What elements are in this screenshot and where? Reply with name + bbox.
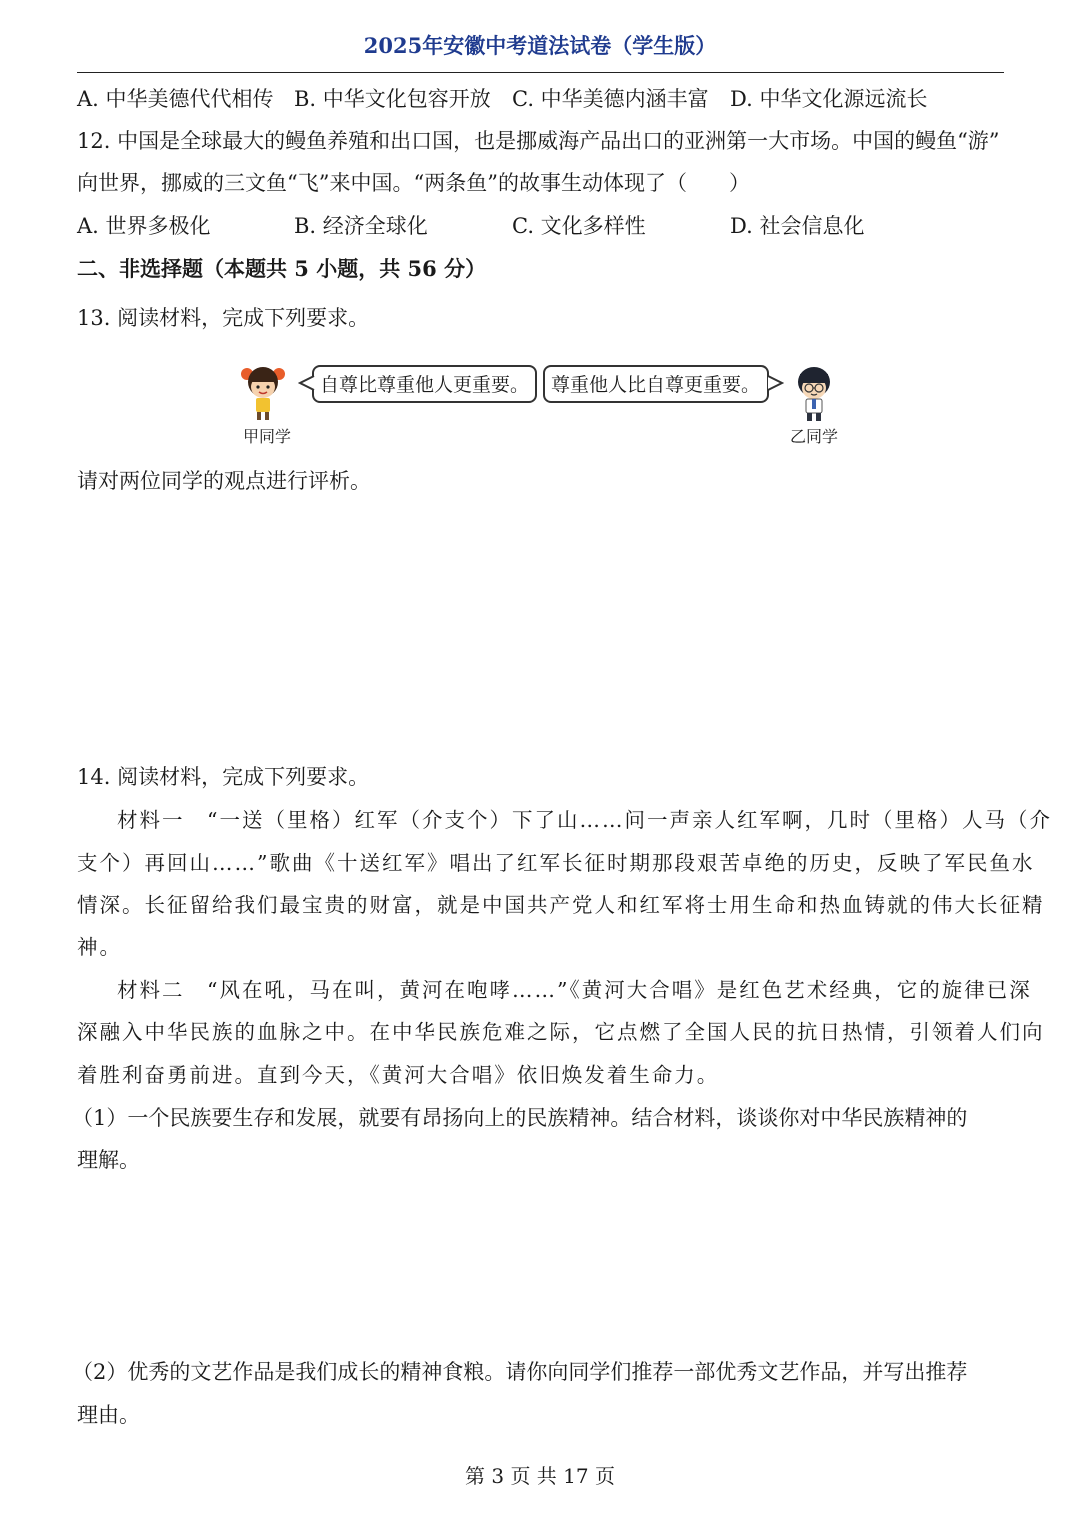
q14-sub1-line: 理解。: [77, 1148, 140, 1172]
student-b-label: 乙同学: [790, 427, 839, 446]
q14-sub2-line: （2）优秀的文艺作品是我们成长的精神食粮。请你向同学们推荐一部优秀文艺作品，并写出推荐: [72, 1360, 968, 1384]
q14-material1-line: 支个）再回山……”歌曲《十送红军》唱出了红军长征时期那段艰苦卓绝的历史，反映了军民鱼水: [77, 851, 1035, 875]
student-b-speech-bubble: 尊重他人比自尊更重要。: [543, 365, 769, 403]
q12-option-a: A. 世界多极化: [77, 214, 211, 238]
bubble-a-tail: [298, 374, 316, 392]
page-number-footer: 第 3 页 共 17 页: [465, 1464, 615, 1488]
student-b-boy-icon: [786, 362, 842, 422]
q14-material1-line: 神。: [77, 935, 122, 959]
q11-option-a: A. 中华美德代代相传: [77, 87, 274, 111]
q11-option-d: D. 中华文化源远流长: [730, 87, 928, 111]
q14-sub1-line: （1）一个民族要生存和发展，就要有昂扬向上的民族精神。结合材料，谈谈你对中华民族精神的: [72, 1106, 968, 1130]
q14-material1-line: 情深。长征留给我们最宝贵的财富，就是中国共产党人和红军将士用生命和热血铸就的伟大长征精: [77, 893, 1045, 917]
q12-option-c: C. 文化多样性: [512, 214, 646, 238]
q12-option-d: D. 社会信息化: [730, 214, 865, 238]
q14-stem: 14. 阅读材料，完成下列要求。: [77, 765, 370, 789]
student-a-girl-icon: [238, 360, 288, 422]
page-header-title: 2025年安徽中考道法试卷（学生版）: [363, 33, 717, 58]
q12-stem-line1: 12. 中国是全球最大的鳗鱼养殖和出口国，也是挪威海产品出口的亚洲第一大市场。中国的鳗鱼“游”: [77, 129, 1000, 153]
bubble-b-tail: [766, 374, 784, 392]
q13-question: 请对两位同学的观点进行评析。: [77, 469, 371, 493]
student-a-speech-bubble: 自尊比尊重他人更重要。: [312, 365, 537, 403]
q14-material1-line: 材料一 “一送（里格）红军（介支个）下了山……问一声亲人红军啊，几时（里格）人马（介: [117, 808, 1052, 832]
header-divider: [77, 72, 1004, 73]
q14-material2-line: 深融入中华民族的血脉之中。在中华民族危难之际，它点燃了全国人民的抗日热情，引领着人们向: [77, 1020, 1045, 1044]
q11-option-b: B. 中华文化包容开放: [294, 87, 491, 111]
q12-option-b: B. 经济全球化: [294, 214, 428, 238]
q14-sub2-line: 理由。: [77, 1403, 140, 1427]
section2-heading: 二、非选择题（本题共 5 小题，共 56 分）: [77, 256, 487, 281]
q13-stem: 13. 阅读材料，完成下列要求。: [77, 306, 370, 330]
q12-stem-line2: 向世界，挪威的三文鱼“飞”来中国。“两条鱼”的故事生动体现了（ ）: [77, 171, 750, 195]
q11-option-c: C. 中华美德内涵丰富: [512, 87, 709, 111]
q14-material2-line: 着胜利奋勇前进。直到今天，《黄河大合唱》依旧焕发着生命力。: [77, 1063, 720, 1087]
q14-material2-line: 材料二 “风在吼，马在叫，黄河在咆哮……”《黄河大合唱》是红色艺术经典，它的旋律已深: [117, 978, 1032, 1002]
student-a-label: 甲同学: [243, 427, 292, 446]
